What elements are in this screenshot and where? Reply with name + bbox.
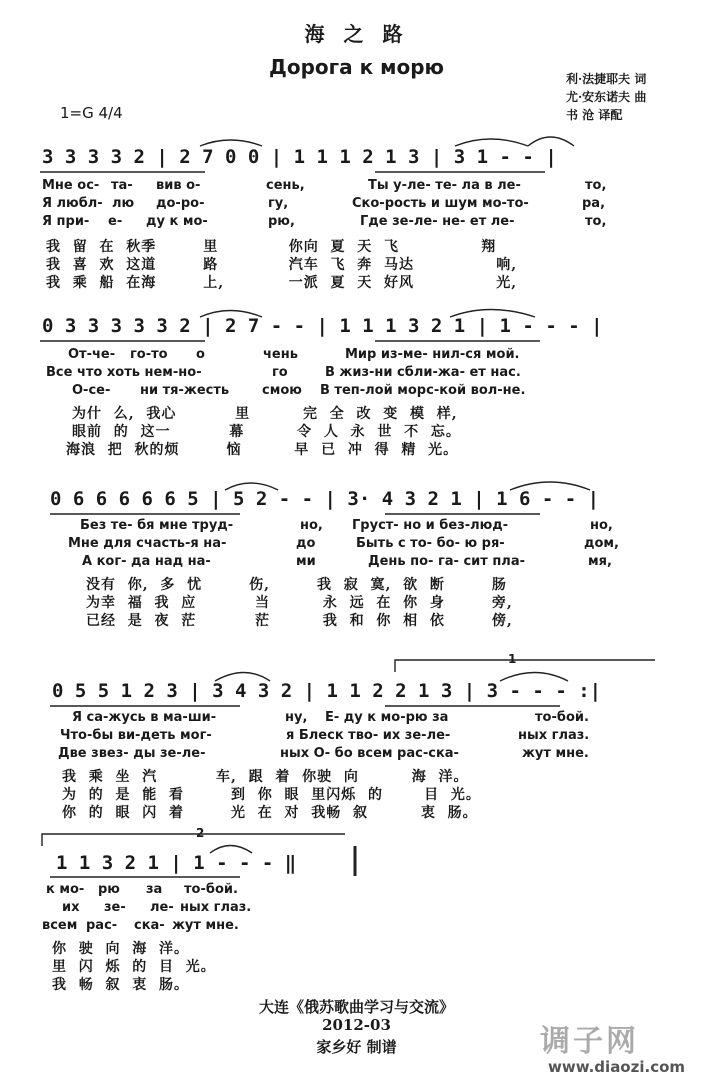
- russian-lyric: Е- ду к мо-рю за: [325, 710, 449, 725]
- russian-lyric: рас-: [86, 918, 118, 933]
- slur-mark: [528, 137, 574, 146]
- russian-lyric: го: [272, 365, 288, 380]
- chinese-lyric: 你 的 眼 闪 着 光 在 对 我畅 叙 衷 肠。: [62, 805, 478, 821]
- russian-lyric: Ско-рость и шум мо-то-: [352, 196, 529, 211]
- source-line: 大连《俄苏歌曲学习与交流》: [258, 998, 454, 1016]
- russian-lyric: Я любл-: [42, 196, 103, 211]
- russian-lyric: От-че-: [68, 347, 116, 362]
- lyricist-credit: 利·法捷耶夫 词: [566, 72, 647, 86]
- russian-lyric: вив о-: [156, 178, 201, 193]
- russian-lyric: рю,: [268, 214, 295, 229]
- slur-mark: [510, 482, 590, 490]
- russian-lyric: сень,: [266, 178, 305, 193]
- chinese-lyric: 我 畅 叙 衷 肠。: [52, 977, 189, 993]
- russian-lyric: В теп-лой морс-кой вол-не.: [320, 383, 526, 398]
- russian-lyric: ни тя-жесть: [140, 383, 230, 398]
- russian-lyric: ска-: [134, 918, 165, 933]
- russian-lyric: мя,: [588, 554, 612, 569]
- russian-lyric: всем: [42, 918, 78, 933]
- russian-lyric: Мир из-ме- нил-ся мой.: [345, 347, 520, 362]
- chinese-lyric: 为什 么, 我心 里 完 全 改 变 模 样,: [72, 406, 458, 422]
- song-title-chinese: 海 之 路: [304, 22, 409, 46]
- russian-lyric: Что-бы ви-деть мог-: [60, 728, 212, 743]
- russian-lyric: то-бой.: [535, 710, 589, 725]
- russian-lyric: до-ро-: [156, 196, 205, 211]
- chinese-lyric: 你 驶 向 海 洋。: [52, 941, 189, 957]
- russian-lyric: О-се-: [72, 383, 111, 398]
- russian-lyric: но,: [300, 518, 323, 533]
- chinese-lyric: 没有 你, 多 忧 伤, 我 寂 寞, 欲 断 肠: [86, 577, 507, 593]
- russian-lyric: Все что хоть нем-но-: [46, 365, 202, 380]
- russian-lyric: ных О- бо всем рас-ска-: [280, 746, 459, 761]
- russian-lyric: к мо-: [46, 882, 85, 897]
- numbered-notes-line: 3 3 3 3 2 | 2 7 0 0 | 1 1 1 2 1 3 | 3 1 - - |: [42, 146, 557, 168]
- volta-bracket: [42, 834, 345, 846]
- slur-mark: [225, 483, 278, 490]
- slur-mark: [215, 673, 270, 682]
- slur-mark: [455, 139, 528, 146]
- russian-lyric: ных глаз.: [180, 900, 252, 915]
- chinese-lyric: 里 闪 烁 的 目 光。: [52, 959, 216, 975]
- numbered-notes-line: 0 6 6 6 6 6 5 | 5 2 - - | 3· 4 3 2 1 | 1 6 - - |: [50, 488, 600, 510]
- russian-lyric: Груст- но и без-люд-: [352, 518, 509, 533]
- slur-mark: [450, 310, 535, 318]
- song-title-russian: Дорога к морю: [269, 55, 444, 79]
- russian-lyric: до: [296, 536, 316, 551]
- russian-lyric: рю: [98, 882, 120, 897]
- russian-lyric: ду к мо-: [146, 214, 208, 229]
- slur-mark: [200, 311, 262, 318]
- russian-lyric: ных глаз.: [518, 728, 590, 743]
- russian-lyric: жут мне.: [172, 918, 239, 933]
- numbered-notes-line: 1 1 3 2 1 | 1 - - - ‖: [56, 852, 297, 874]
- chinese-lyric: 我 乘 坐 汽 车, 跟 着 你驶 向 海 洋。: [62, 769, 469, 785]
- maker-line: 家乡好 制谱: [316, 1038, 397, 1056]
- chinese-lyric: 眼前 的 这一 幕 令 人 永 世 不 忘。: [72, 424, 461, 440]
- russian-lyric: чень: [263, 347, 298, 362]
- watermark-url: www.diaozi.com: [548, 1058, 686, 1076]
- russian-lyric: зе-: [104, 900, 126, 915]
- second-ending-label: 2: [196, 826, 205, 840]
- slur-mark: [500, 673, 568, 682]
- russian-lyric: День по- га- сит пла-: [368, 554, 525, 569]
- russian-lyric: смою: [262, 383, 302, 398]
- russian-lyric: лю: [112, 196, 135, 211]
- russian-lyric: то,: [585, 178, 607, 193]
- date-line: 2012-03: [322, 1016, 391, 1034]
- slur-mark: [200, 140, 262, 146]
- russian-lyric: Быть с то- бо- ю ря-: [356, 536, 505, 551]
- russian-lyric: та-: [111, 178, 133, 193]
- russian-lyric: Без те- бя мне труд-: [80, 518, 234, 533]
- russian-lyric: го-то: [130, 347, 168, 362]
- first-ending-label: 1: [508, 652, 517, 666]
- russian-lyric: то,: [585, 214, 607, 229]
- composer-credit: 尤·安东诺夫 曲: [566, 90, 647, 104]
- key-signature: 1=G 4/4: [60, 104, 123, 122]
- russian-lyric: но,: [590, 518, 613, 533]
- russian-lyric: е-: [108, 214, 123, 229]
- russian-lyric: В жиз-ни сбли-жа- ет нас.: [325, 365, 521, 380]
- numbered-notes-line: 0 3 3 3 3 3 2 | 2 7 - - | 1 1 1 3 2 1 | 1 - - - |: [42, 315, 603, 337]
- russian-lyric: Две звез- ды зе-ле-: [58, 746, 206, 761]
- russian-lyric: о: [196, 347, 205, 362]
- chinese-lyric: 为 的 是 能 看 到 你 眼 里闪烁 的 目 光。: [62, 787, 481, 803]
- watermark-logo: 调子网: [540, 1024, 639, 1059]
- russian-lyric: гу,: [268, 196, 289, 211]
- russian-lyric: Где зе-ле- не- ет ле-: [360, 214, 515, 229]
- russian-lyric: ле-: [150, 900, 174, 915]
- russian-lyric: А ког- да над на-: [82, 554, 211, 569]
- russian-lyric: ну,: [285, 710, 308, 725]
- numbered-notes-line: 0 5 5 1 2 3 | 3 4 3 2 | 1 1 2 2 1 3 | 3 - - - :|: [52, 680, 602, 702]
- russian-lyric: я Блеск тво- их зе-ле-: [286, 728, 451, 743]
- russian-lyric: Я са-жусь в ма-ши-: [72, 710, 217, 725]
- russian-lyric: ра,: [582, 196, 606, 211]
- chinese-lyric: 我 乘 船 在海 上, 一派 夏 天 好风 光,: [46, 275, 518, 291]
- russian-lyric: ми: [296, 554, 316, 569]
- chinese-lyric: 海浪 把 秋的烦 恼 早 已 冲 得 精 光。: [66, 442, 459, 458]
- chinese-lyric: 已经 是 夜 茫 茫 我 和 你 相 依 傍,: [86, 613, 513, 629]
- russian-lyric: Я при-: [42, 214, 90, 229]
- russian-lyric: жут мне.: [522, 746, 589, 761]
- russian-lyric: Ты у-ле- те- ла в ле-: [368, 178, 521, 193]
- russian-lyric: за: [146, 882, 163, 897]
- translator-credit: 书 沧 译配: [566, 108, 623, 122]
- russian-lyric: то-бой.: [184, 882, 238, 897]
- chinese-lyric: 为幸 福 我 应 当 永 远 在 你 身 旁,: [86, 595, 513, 611]
- russian-lyric: Мне ос-: [42, 178, 100, 193]
- chinese-lyric: 我 留 在 秋季 里 你向 夏 天 飞 翔: [46, 239, 497, 255]
- russian-lyric: дом,: [584, 536, 619, 551]
- chinese-lyric: 我 喜 欢 这道 路 汽车 飞 奔 马达 响,: [46, 257, 518, 273]
- russian-lyric: их: [62, 900, 80, 915]
- russian-lyric: Мне для счасть-я на-: [68, 536, 227, 551]
- volta-bracket: [395, 660, 655, 672]
- slur-mark: [210, 846, 252, 854]
